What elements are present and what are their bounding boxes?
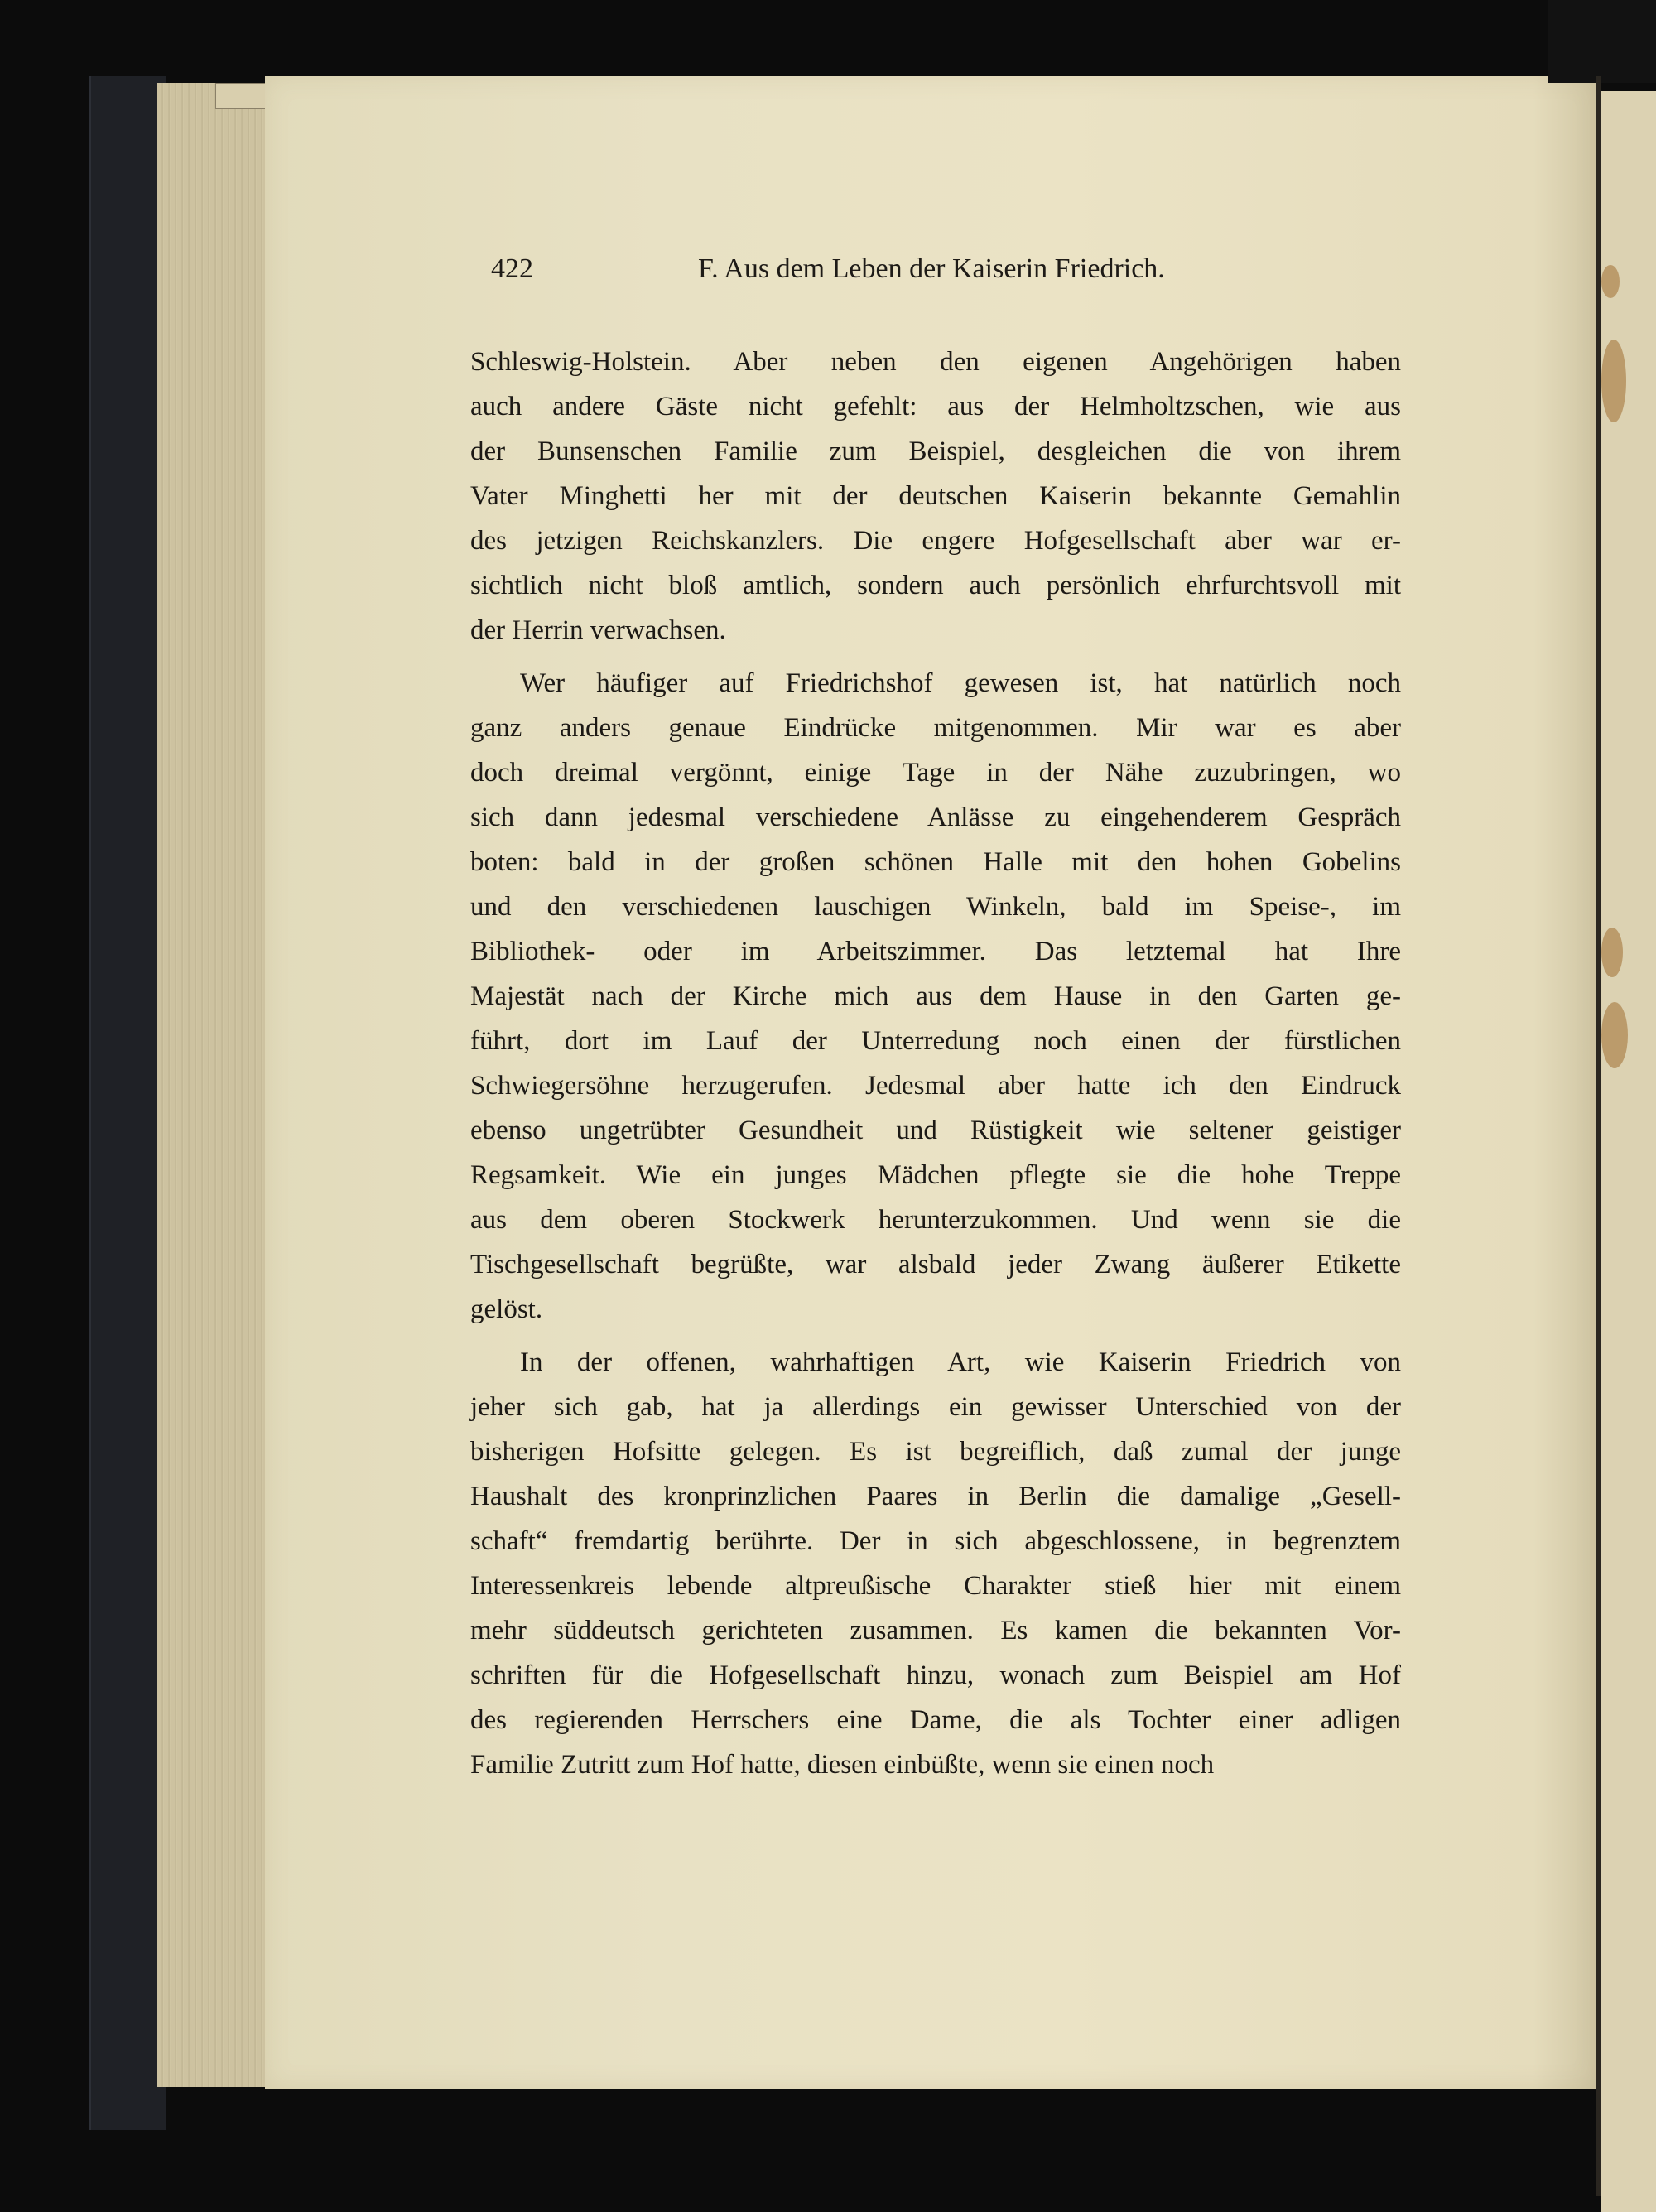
stain (1601, 928, 1623, 977)
text-line: boten: bald in der großen schönen Halle mit den hohen Gobelins (470, 847, 1401, 877)
text-line: Regsamkeit. Wie ein junges Mädchen pflegte sie die hohe Treppe (470, 1160, 1401, 1190)
page-edges-top (215, 83, 268, 109)
text-line: doch dreimal vergönnt, einige Tage in der Nähe zuzubringen, wo (470, 758, 1401, 788)
stain (1601, 265, 1620, 298)
text-line: mehr süddeutsch gerichteten zusammen. Es kamen die bekannten Vor- (470, 1616, 1401, 1646)
paragraph (470, 1340, 1401, 1787)
text-line: Schleswig-Holstein. Aber neben den eigenen Angehörigen haben (470, 347, 1401, 377)
text-line: des jetzigen Reichskanzlers. Die engere Hofgesellschaft aber war er- (470, 526, 1401, 556)
text-line: Wer häufiger auf Friedrichshof gewesen ist, hat natürlich noch (520, 668, 1401, 698)
text-line: schaft“ fremdartig berührte. Der in sich abgeschlossene, in begrenztem (470, 1526, 1401, 1556)
text-line: sichtlich nicht bloß amtlich, sondern auch persönlich ehrfurchtsvoll mit (470, 571, 1401, 600)
text-line: der Herrin verwachsen. (470, 615, 726, 645)
stain (1601, 340, 1626, 422)
page-edges (157, 83, 268, 2087)
text-line: ganz anders genaue Eindrücke mitgenommen. Mir war es aber (470, 713, 1401, 743)
text-line: sich dann jedesmal verschiedene Anlässe zu eingehenderem Gespräch (470, 802, 1401, 832)
text-line: Haushalt des kronprinzlichen Paares in Berlin die damalige „Gesell- (470, 1482, 1401, 1511)
text-line: führt, dort im Lauf der Unterredung noch einen der fürstlichen (470, 1026, 1401, 1056)
stain (1601, 1002, 1628, 1068)
text-line: ebenso ungetrübter Gesundheit und Rüstigkeit wie seltener geistiger (470, 1116, 1401, 1145)
text-line: Bibliothek- oder im Arbeitszimmer. Das letztemal hat Ihre (470, 937, 1401, 966)
text-line: Majestät nach der Kirche mich aus dem Hause in den Garten ge- (470, 981, 1401, 1011)
body-text (470, 340, 1401, 1795)
text-line: Schwiegersöhne herzugerufen. Jedesmal aber hatte ich den Eindruck (470, 1071, 1401, 1101)
text-line: bisherigen Hofsitte gelegen. Es ist begreiflich, daß zumal der junge (470, 1437, 1401, 1467)
book-cover (89, 76, 166, 2130)
paragraph (470, 661, 1401, 1332)
text-line: der Bunsenschen Familie zum Beispiel, desgleichen die von ihrem (470, 436, 1401, 466)
facing-page-edge (1601, 91, 1656, 2212)
running-title: F. Aus dem Leben der Kaiserin Friedrich. (698, 253, 1165, 284)
text-line: gelöst. (470, 1294, 543, 1324)
page-number: 422 (491, 253, 533, 284)
text-line: aus dem oberen Stockwerk herunterzukommen. Und wenn sie die (470, 1205, 1401, 1235)
text-line: Tischgesellschaft begrüßte, war alsbald jeder Zwang äußerer Etikette (470, 1250, 1401, 1279)
text-line: Interessenkreis lebende altpreußische Charakter stieß hier mit einem (470, 1571, 1401, 1601)
text-line: des regierenden Herrschers eine Dame, die als Tochter einer adligen (470, 1705, 1401, 1735)
text-line: und den verschiedenen lauschigen Winkeln, bald im Speise-, im (470, 892, 1401, 922)
text-line: Familie Zutritt zum Hof hatte, diesen einbüßte, wenn sie einen noch (470, 1750, 1215, 1780)
text-line: schriften für die Hofgesellschaft hinzu, wonach zum Beispiel am Hof (470, 1660, 1401, 1690)
text-line: auch andere Gäste nicht gefehlt: aus der Helmholtzschen, wie aus (470, 392, 1401, 422)
text-line: Vater Minghetti her mit der deutschen Kaiserin bekannte Gemahlin (470, 481, 1401, 511)
background (1548, 0, 1656, 83)
running-head (491, 253, 1402, 290)
paragraph (470, 340, 1401, 653)
text-line: In der offenen, wahrhaftigen Art, wie Kaiserin Friedrich von (520, 1347, 1401, 1377)
text-line: jeher sich gab, hat ja allerdings ein gewisser Unterschied von der (470, 1392, 1401, 1422)
